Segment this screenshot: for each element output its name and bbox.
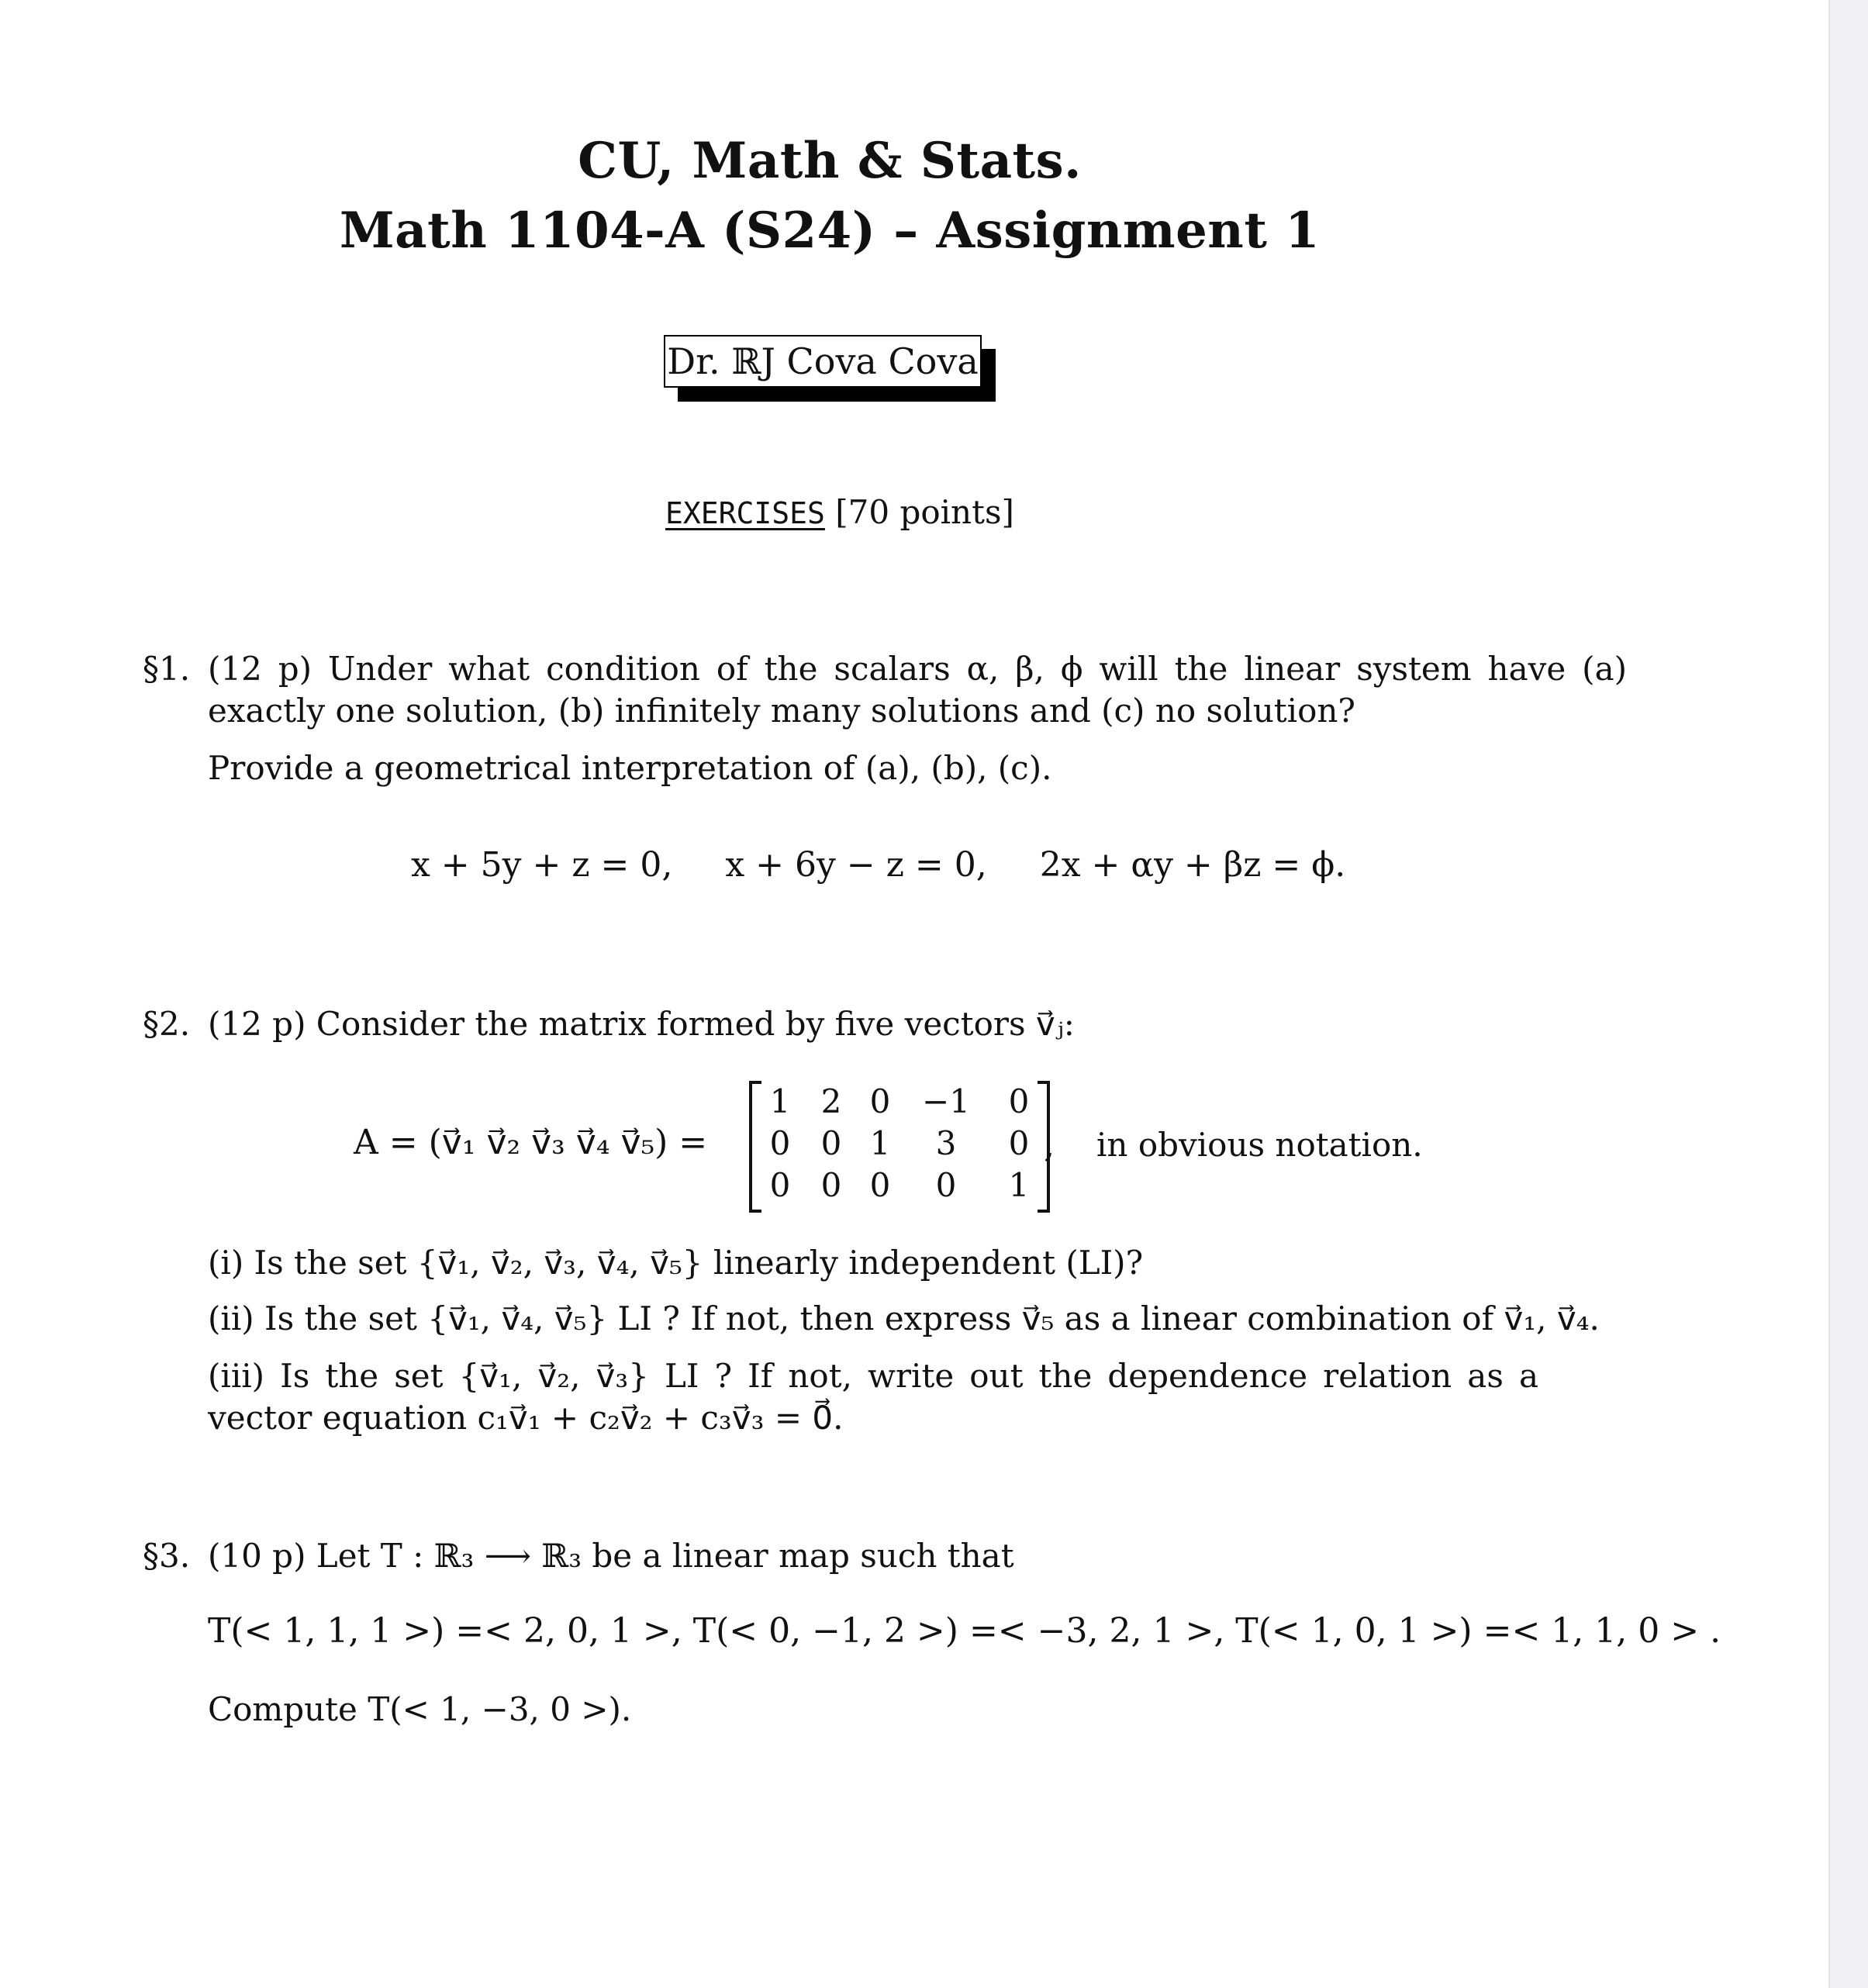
question-1-system bbox=[411, 845, 1345, 885]
question-2-number: §2. bbox=[143, 1005, 191, 1043]
matrix-cell: 0 bbox=[869, 1166, 891, 1204]
matrix-comma: , bbox=[1044, 1126, 1055, 1165]
equation-1: x + 5y + z = 0, bbox=[411, 845, 673, 885]
question-2-part-ii: (ii) Is the set {v⃗₁, v⃗₄, v⃗₅} LI ? If not, then express v⃗₅ as a linear combination of v⃗₁, v⃗₄. bbox=[208, 1299, 1600, 1337]
matrix-cell: 0 bbox=[1008, 1082, 1030, 1120]
matrix-cell: 1 bbox=[869, 1124, 891, 1162]
author-name: Dr. ℝJ Cova Cova bbox=[664, 335, 982, 388]
matrix-cell: 0 bbox=[869, 1082, 891, 1120]
matrix-note: in obvious notation. bbox=[1096, 1126, 1423, 1164]
question-2-part-iii: (iii) Is the set {v⃗₁, v⃗₂, v⃗₃} LI ? If not, write out the dependence relation as a vector equation c₁v⃗₁ + c₂v⃗₂ + c₃v⃗₃ = 0⃗. bbox=[208, 1357, 1538, 1437]
exercises-heading bbox=[665, 493, 1014, 531]
matrix-cell: 1 bbox=[769, 1082, 791, 1120]
question-2-text: (12 p) Consider the matrix formed by five vectors v⃗ⱼ: bbox=[208, 1005, 1075, 1043]
matrix-cell: 3 bbox=[935, 1124, 957, 1162]
question-1 bbox=[143, 648, 1627, 732]
exercises-label: EXERCISES bbox=[665, 496, 825, 530]
matrix-cell: 0 bbox=[769, 1124, 791, 1162]
matrix-cell: 0 bbox=[820, 1166, 842, 1204]
question-2-part-i: (i) Is the set {v⃗₁, v⃗₂, v⃗₃, v⃗₄, v⃗₅} linearly independent (LI)? bbox=[208, 1244, 1144, 1282]
matrix-cell: −1 bbox=[922, 1082, 970, 1120]
matrix-cell: 0 bbox=[1008, 1124, 1030, 1162]
matrix-cell: 1 bbox=[1008, 1166, 1030, 1204]
matrix-cell: 2 bbox=[820, 1082, 842, 1120]
equation-3: 2x + αy + βz = ϕ. bbox=[1039, 845, 1346, 885]
question-1-text: (12 p) Under what condition of the scalars α, β, ϕ will the linear system have (a) exactly one solution, (b) infinitely many solutions and (c) no solution? bbox=[208, 650, 1627, 730]
matrix-cell: 0 bbox=[769, 1166, 791, 1204]
question-1-number: §1. bbox=[143, 650, 191, 688]
question-3-number: §3. bbox=[143, 1537, 191, 1575]
question-3 bbox=[143, 1535, 1627, 1577]
header-line-1: CU, Math & Stats. bbox=[578, 132, 1082, 190]
scrollbar-track[interactable] bbox=[1828, 0, 1868, 1988]
matrix-cell: 0 bbox=[935, 1166, 957, 1204]
matrix-A bbox=[749, 1081, 1050, 1206]
question-2 bbox=[143, 1003, 1627, 1045]
author-box bbox=[664, 335, 982, 388]
matrix-cell: 0 bbox=[820, 1124, 842, 1162]
question-1-subtext: Provide a geometrical interpretation of (a), (b), (c). bbox=[208, 749, 1052, 787]
question-3-conditions: T(< 1, 1, 1 >) =< 2, 0, 1 >, T(< 0, −1, 2 >) =< −3, 2, 1 >, T(< 1, 0, 1 >) =< 1, 1, 0 > . bbox=[208, 1611, 1721, 1651]
question-3-text: (10 p) Let T : ℝ₃ ⟶ ℝ₃ be a linear map such that bbox=[208, 1537, 1014, 1575]
exercises-points: [70 points] bbox=[835, 493, 1014, 531]
matrix-lhs: A = (v⃗₁ v⃗₂ v⃗₃ v⃗₄ v⃗₅) = bbox=[354, 1123, 708, 1162]
equation-2: x + 6y − z = 0, bbox=[725, 845, 987, 885]
question-3-compute: Compute T(< 1, −3, 0 >). bbox=[208, 1690, 632, 1728]
matrix-entries bbox=[754, 1081, 1050, 1206]
header-line-2: Math 1104-A (S24) – Assignment 1 bbox=[339, 202, 1321, 260]
